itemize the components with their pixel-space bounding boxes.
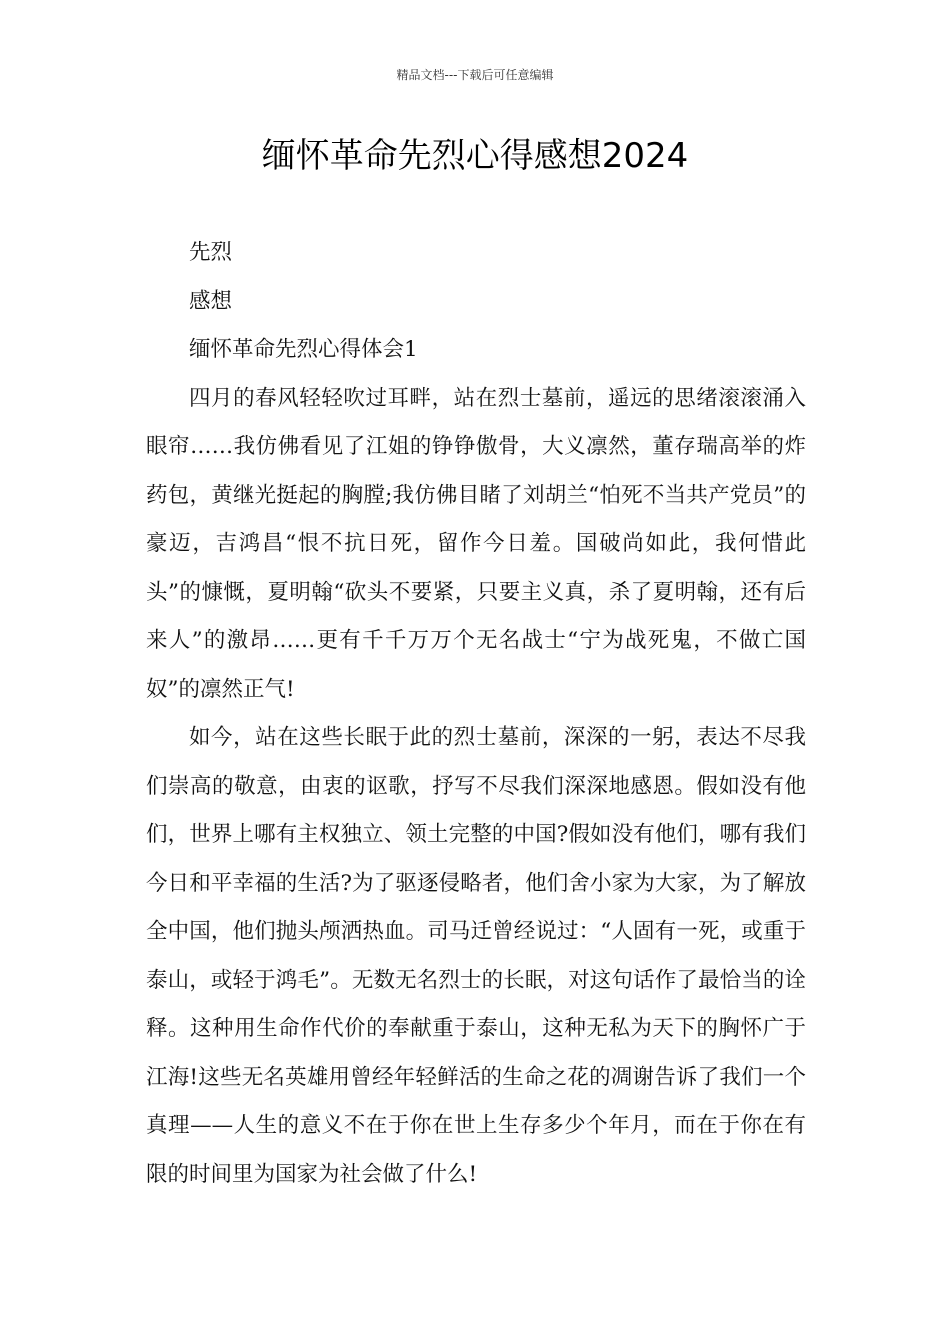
heading-line-thoughts: 感想: [189, 288, 233, 314]
document-title: 缅怀革命先烈心得感想2024: [261, 136, 689, 176]
paragraph-2: 如今，站在这些长眠于此的烈士墓前，深深的一躬，表达不尽我们崇高的敬意，由衷的讴歌，抒写不尽我们深深地感恩。假如没有他们，世界上哪有主权独立、领土完整的中国?假如没有他们，哪有我们今日和平幸福的生活?为了驱逐侵略者，他们舍小家为大家，为了解放全中国，他们抛头颅洒热血。司马迁曾经说过：“人固有一死，或重于泰山，或轻于鸿毛”。无数无名烈士的长眠，对这句话作了最恰当的诠释。这种用生命作代价的奉献重于泰山，这种无私为天下的胸怀广于江海!这些无名英雄用曾经年轻鲜活的生命之花的凋谢告诉了我们一个真理——人生的意义不在于你在世上生存多少个年月，而在于你在有限的时间里为国家为社会做了什么!: [146, 725, 806, 1187]
document-body: [146, 229, 806, 1199]
header-note: 精品文档---下载后可任意编辑: [396, 68, 554, 82]
heading-line-martyrs: 先烈: [189, 240, 233, 265]
paragraph-1: 四月的春风轻轻吹过耳畔，站在烈士墓前，遥远的思绪滚滚涌入眼帘……我仿佛看见了江姐的铮铮傲骨，大义凛然，董存瑞高举的炸药包，黄继光挺起的胸膛;我仿佛目睹了刘胡兰“怕死不当共产党员”的豪迈，吉鸿昌“恨不抗日死，留作今日羞。国破尚如此，我何惜此头”的慷慨，夏明翰“砍头不要紧，只要主义真，杀了夏明翰，还有后来人”的激昂……更有千千万万个无名战士“宁为战死鬼，不做亡国奴”的凛然正气!: [146, 385, 806, 702]
section-heading: 缅怀革命先烈心得体会1: [189, 337, 418, 362]
